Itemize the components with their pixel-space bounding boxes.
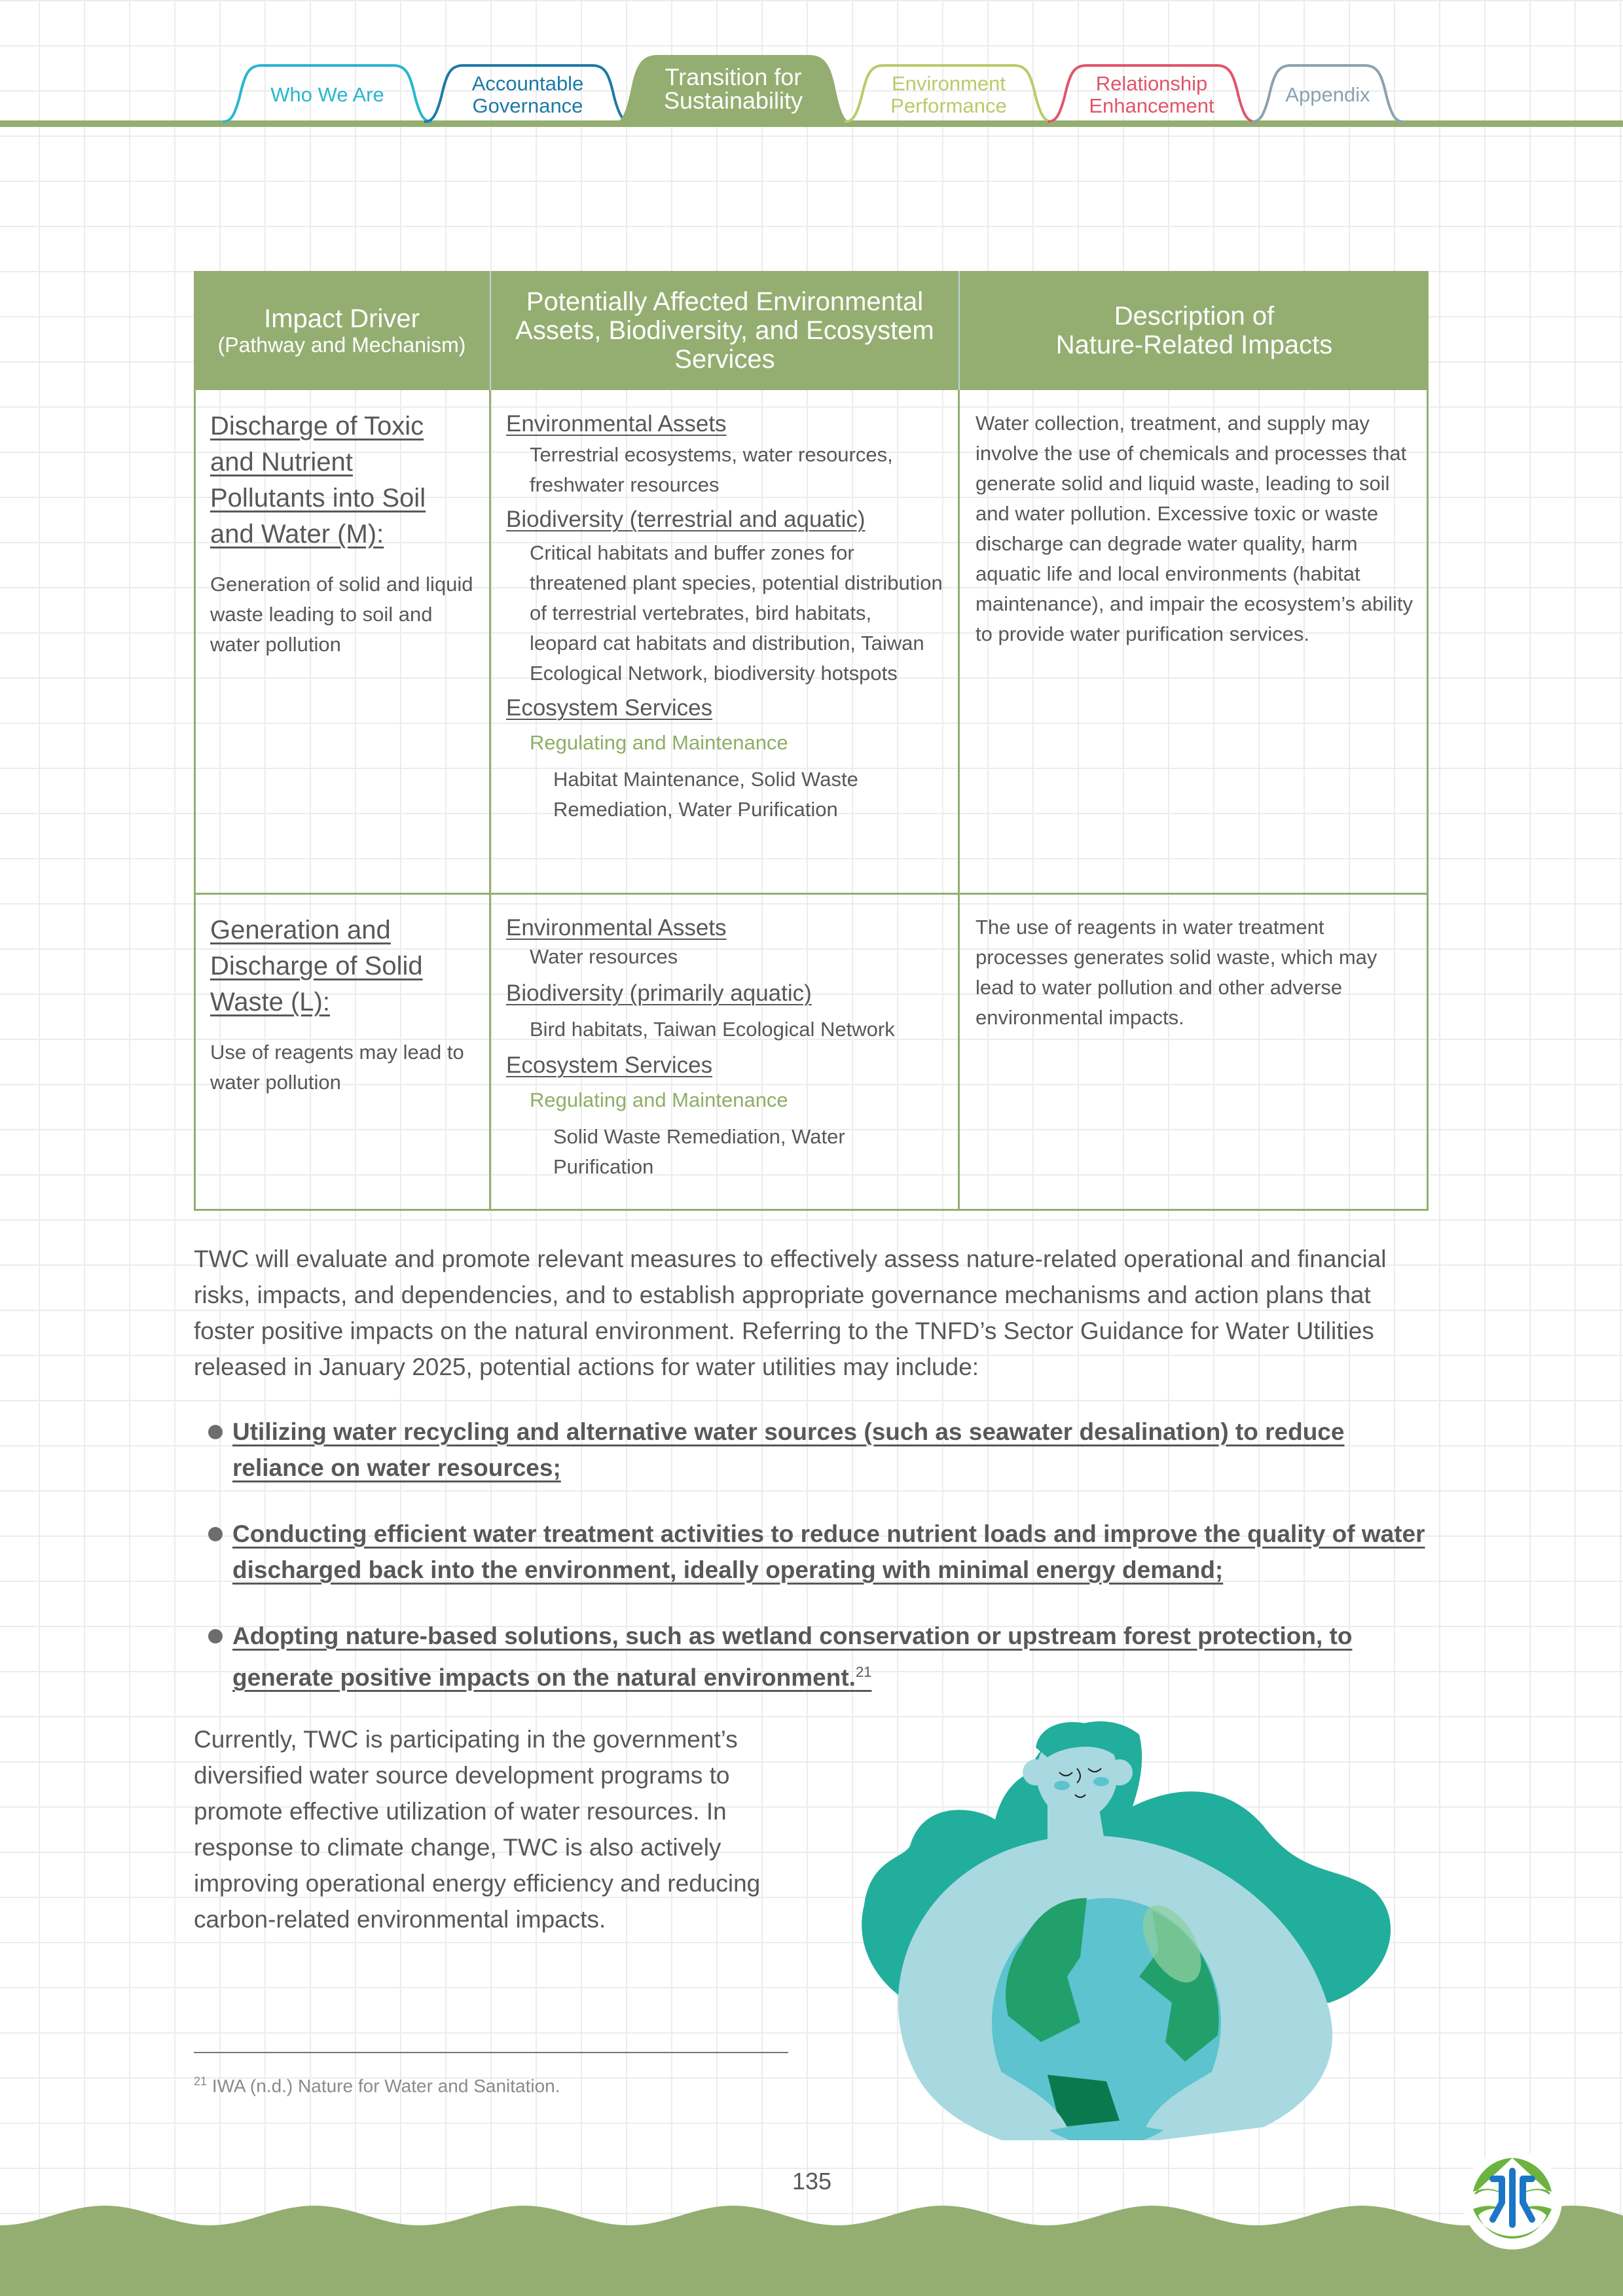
header-divider (490, 271, 491, 390)
footnote-reference[interactable]: 21 (855, 1664, 872, 1680)
tab-label (664, 63, 803, 113)
biodiversity-list: Bird habitats, Taiwan Ecological Network (530, 1018, 895, 1041)
driver-line: Discharge of Solid (210, 952, 423, 980)
ecosystem-services-list: Habitat Maintenance, Solid Waste Remediation, Water Purification (553, 768, 858, 821)
category-biodiversity: Biodiversity (primarily aquatic) (506, 980, 812, 1006)
tab-relationship-enhancement[interactable] (1048, 58, 1256, 123)
table-row-2-assets (506, 912, 945, 1182)
footnote-number: 21 (194, 2075, 208, 2088)
table-row-2-driver (210, 912, 479, 1098)
tab-label: Appendix (1285, 83, 1370, 106)
action-bullet-1 (208, 1414, 1431, 1486)
tab-accountable-governance[interactable] (424, 58, 631, 123)
twc-logo-icon (1461, 2149, 1563, 2251)
tab-label (890, 63, 1006, 117)
table-row-1-driver (210, 408, 479, 660)
header-title-line: Description of (1114, 302, 1275, 331)
driver-line: Generation and (210, 916, 391, 944)
footnote-divider (194, 2052, 788, 2053)
tab-environment-performance[interactable] (845, 58, 1053, 123)
header-title-line: Potentially Affected Environmental (526, 287, 924, 316)
header-title-line: Nature-Related Impacts (1055, 331, 1333, 359)
tab-appendix[interactable] (1252, 58, 1404, 123)
tab-label-line: Relationship (1095, 72, 1208, 95)
category-biodiversity: Biodiversity (terrestrial and aquatic) (506, 507, 866, 532)
page-number: 135 (792, 2168, 832, 2195)
table-border-left (194, 390, 196, 1211)
driver-line: and Nutrient (210, 448, 353, 476)
woman-holding-earth-illustration (831, 1695, 1421, 2140)
header-title-line: Assets, Biodiversity, and Ecosystem (515, 316, 934, 345)
bullet-text: Conducting efficient water treatment activities to reduce nutrient loads and improve the quality of water discharged back into the environment, ideally operating with minimal energy demand; (232, 1520, 1425, 1583)
category-ecosystem-services: Ecosystem Services (506, 695, 713, 721)
table-row-1-assets (506, 408, 945, 825)
tab-label-line: Sustainability (663, 87, 803, 114)
tab-label (472, 63, 584, 117)
footnote-text: IWA (n.d.) Nature for Water and Sanitation. (211, 2075, 560, 2096)
tab-label-line: Enhancement (1089, 94, 1214, 117)
driver-line: and Water (M): (210, 520, 384, 548)
footer-wave (0, 2199, 1623, 2296)
bullet-dot (208, 1629, 223, 1643)
tab-label: Who We Are (270, 83, 384, 106)
header-impact-driver (194, 271, 490, 390)
tab-label-line: Governance (472, 94, 583, 117)
header-affected-assets (491, 271, 958, 390)
impact-driver-title (210, 408, 479, 552)
environmental-assets-list: Terrestrial ecosystems, water resources, freshwater resources (530, 443, 893, 496)
table-border-right (1427, 390, 1429, 1211)
action-bullet-2 (208, 1516, 1431, 1588)
category-ecosystem-services: Ecosystem Services (506, 1052, 713, 1078)
header-title: Impact Driver (264, 304, 420, 333)
action-bullet-3 (208, 1618, 1431, 1690)
impact-driver-title (210, 912, 479, 1020)
driver-line: Waste (L): (210, 988, 330, 1016)
impact-table (194, 271, 1429, 1211)
tab-label-line: Environment (891, 72, 1006, 95)
row-divider (194, 893, 1429, 895)
biodiversity-list: Critical habitats and buffer zones for threatened plant species, potential distribution of terrestrial vertebrates, bird habitats, leopard cat habitats and distribution, Taiwan Ecological Network, biodiversity hotspots (530, 541, 943, 685)
environmental-assets-list: Water resources (530, 945, 678, 968)
bullet-dot (208, 1425, 223, 1439)
category-environmental-assets: Environmental Assets (506, 915, 727, 941)
driver-line: Pollutants into Soil (210, 484, 426, 512)
header-title-line: Services (674, 345, 775, 374)
impact-driver-description: Use of reagents may lead to water pollution (210, 1041, 464, 1094)
bullet-text: Utilizing water recycling and alternative water sources (such as seawater desalination) to reduce reliance on water resources; (232, 1418, 1345, 1481)
header-divider (958, 271, 960, 390)
header-subtitle: (Pathway and Mechanism) (217, 333, 466, 357)
impact-driver-description: Generation of solid and liquid waste leading to soil and water pollution (210, 573, 473, 656)
tab-label (1089, 63, 1214, 117)
table-row-2-description: The use of reagents in water treatment processes generates solid waste, which may lead to water pollution and other adverse environmental impacts. (976, 916, 1377, 1029)
header-description (960, 271, 1429, 390)
tab-transition-for-sustainability[interactable] (612, 52, 854, 123)
category-environmental-assets: Environmental Assets (506, 411, 727, 437)
bullet-text (232, 1618, 1431, 1695)
column-divider (489, 390, 491, 1211)
driver-line: Discharge of Toxic (210, 412, 424, 440)
table-row-1-description: Water collection, treatment, and supply may involve the use of chemicals and processes that generate solid and liquid waste, leading to soil and water pollution. Excessive toxic or waste discharge can degrade water quality, harm aquatic life and local environments (habitat maintenance), and impair the ecosystem’s ability to provide water purification services. (976, 412, 1413, 645)
bullet-text-content: Adopting nature-based solutions, such as wetland conservation or upstream forest protection, to generate positive impacts on the natural environment. (232, 1623, 1353, 1691)
footnote (194, 2075, 560, 2096)
bullet-dot (208, 1527, 223, 1541)
table-border-bottom (194, 1209, 1429, 1211)
tab-label-line: Performance (890, 94, 1007, 117)
ecosystem-services-list: Solid Waste Remediation, Water Purification (553, 1125, 845, 1178)
tab-label-line: Transition for (665, 63, 802, 90)
tab-label-line: Accountable (471, 72, 584, 95)
ecosystem-subcategory: Regulating and Maintenance (530, 731, 788, 754)
column-divider (958, 390, 960, 1211)
intro-paragraph: TWC will evaluate and promote relevant measures to effectively assess nature-related operational and financial risks, impacts, and dependencies, and to establish appropriate governance mechanisms and action plans that foster positive impacts on the natural environment. Referring to the TNFD’s Sector Guidance for Water Utilities released in January 2025, potential actions for water utilities may include: (194, 1246, 1387, 1380)
ecosystem-subcategory: Regulating and Maintenance (530, 1088, 788, 1111)
tab-who-we-are[interactable] (223, 58, 432, 123)
closing-paragraph: Currently, TWC is participating in the government’s diversified water source development programs to promote effective utilization of water resources. In response to climate change, TWC is also actively improving operational energy efficiency and reducing carbon-related environmental impacts. (194, 1726, 761, 1933)
